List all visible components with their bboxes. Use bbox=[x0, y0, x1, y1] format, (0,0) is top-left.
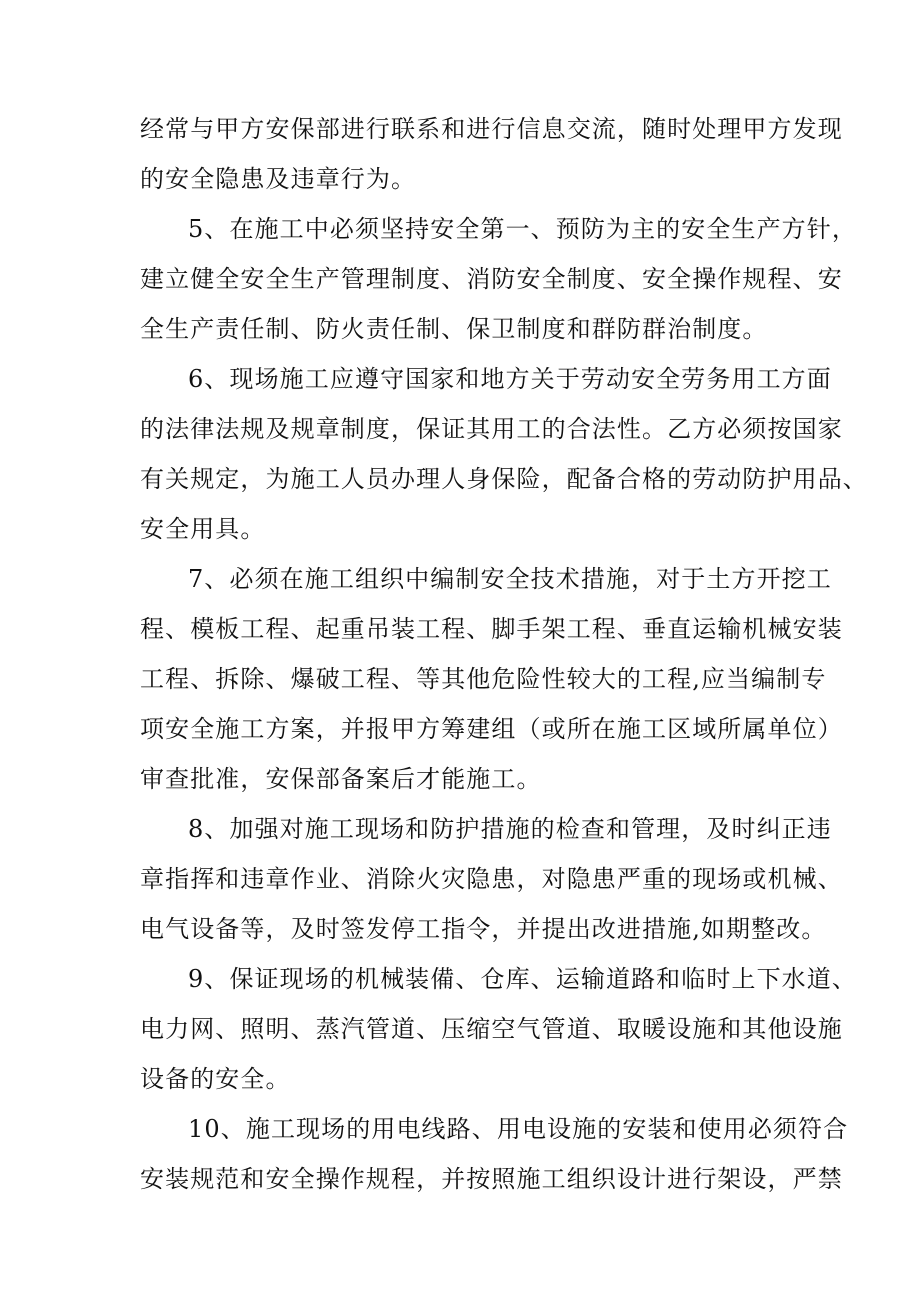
text-line: 的安全隐患及违章行为。 bbox=[140, 165, 417, 193]
paragraph-9-first-line: 9、保证现场的机械装備、仓库、运输道路和临时上下水道、 bbox=[188, 965, 857, 993]
paragraph-7-first-line: 7、必须在施工组织中编制安全技术措施，对于土方开挖工 bbox=[188, 565, 832, 593]
text-line: 项安全施工方案，并报甲方筹建组（或所在施工区域所属单位） bbox=[140, 715, 843, 743]
text-line: 安装规范和安全操作规程，并按照施工组织设计进行架设，严禁 bbox=[140, 1165, 843, 1193]
text-line: 安全用具。 bbox=[140, 515, 266, 543]
paragraph-6-first-line: 6、现场施工应遵守国家和地方关于劳动安全劳务用工方面 bbox=[188, 365, 832, 393]
text-line: 电力网、照明、蒸汽管道、压缩空气管道、取暖设施和其他设施 bbox=[140, 1015, 843, 1043]
text-line: 程、模板工程、起重吊装工程、脚手架工程、垂直运输机械安装 bbox=[140, 615, 843, 643]
paragraph-8-first-line: 8、加强对施工现场和防护措施的检查和管理，及时纠正违 bbox=[188, 815, 832, 843]
text-line: 电气设备等，及时签发停工指令，并提出改进措施,如期整改。 bbox=[140, 915, 827, 943]
text-line: 全生产责任制、防火责任制、保卫制度和群防群治制度。 bbox=[140, 315, 768, 343]
text-line: 的法律法规及规章制度，保证其用工的合法性。乙方必须按国家 bbox=[140, 415, 843, 443]
paragraph-5-first-line: 5、在施工中必须坚持安全第一、预防为主的安全生产方针， bbox=[188, 215, 857, 243]
text-line: 章指挥和违章作业、消除火灾隐患，对隐患严重的现场或机械、 bbox=[140, 865, 843, 893]
text-line: 设备的安全。 bbox=[140, 1065, 291, 1093]
text-line: 建立健全安全生产管理制度、消防安全制度、安全操作规程、安 bbox=[140, 265, 843, 293]
text-line: 工程、拆除、爆破工程、等其他危险性较大的工程,应当编制专 bbox=[140, 665, 827, 693]
text-line: 有关规定，为施工人员办理人身保险，配备合格的劳动防护用品、 bbox=[140, 465, 868, 493]
text-line: 审查批准，安保部备案后才能施工。 bbox=[140, 765, 542, 793]
text-line: 经常与甲方安保部进行联系和进行信息交流，随时处理甲方发现 bbox=[140, 115, 843, 143]
paragraph-10-first-line: 10、施工现场的用电线路、用电设施的安装和使用必须符合 bbox=[188, 1115, 849, 1143]
